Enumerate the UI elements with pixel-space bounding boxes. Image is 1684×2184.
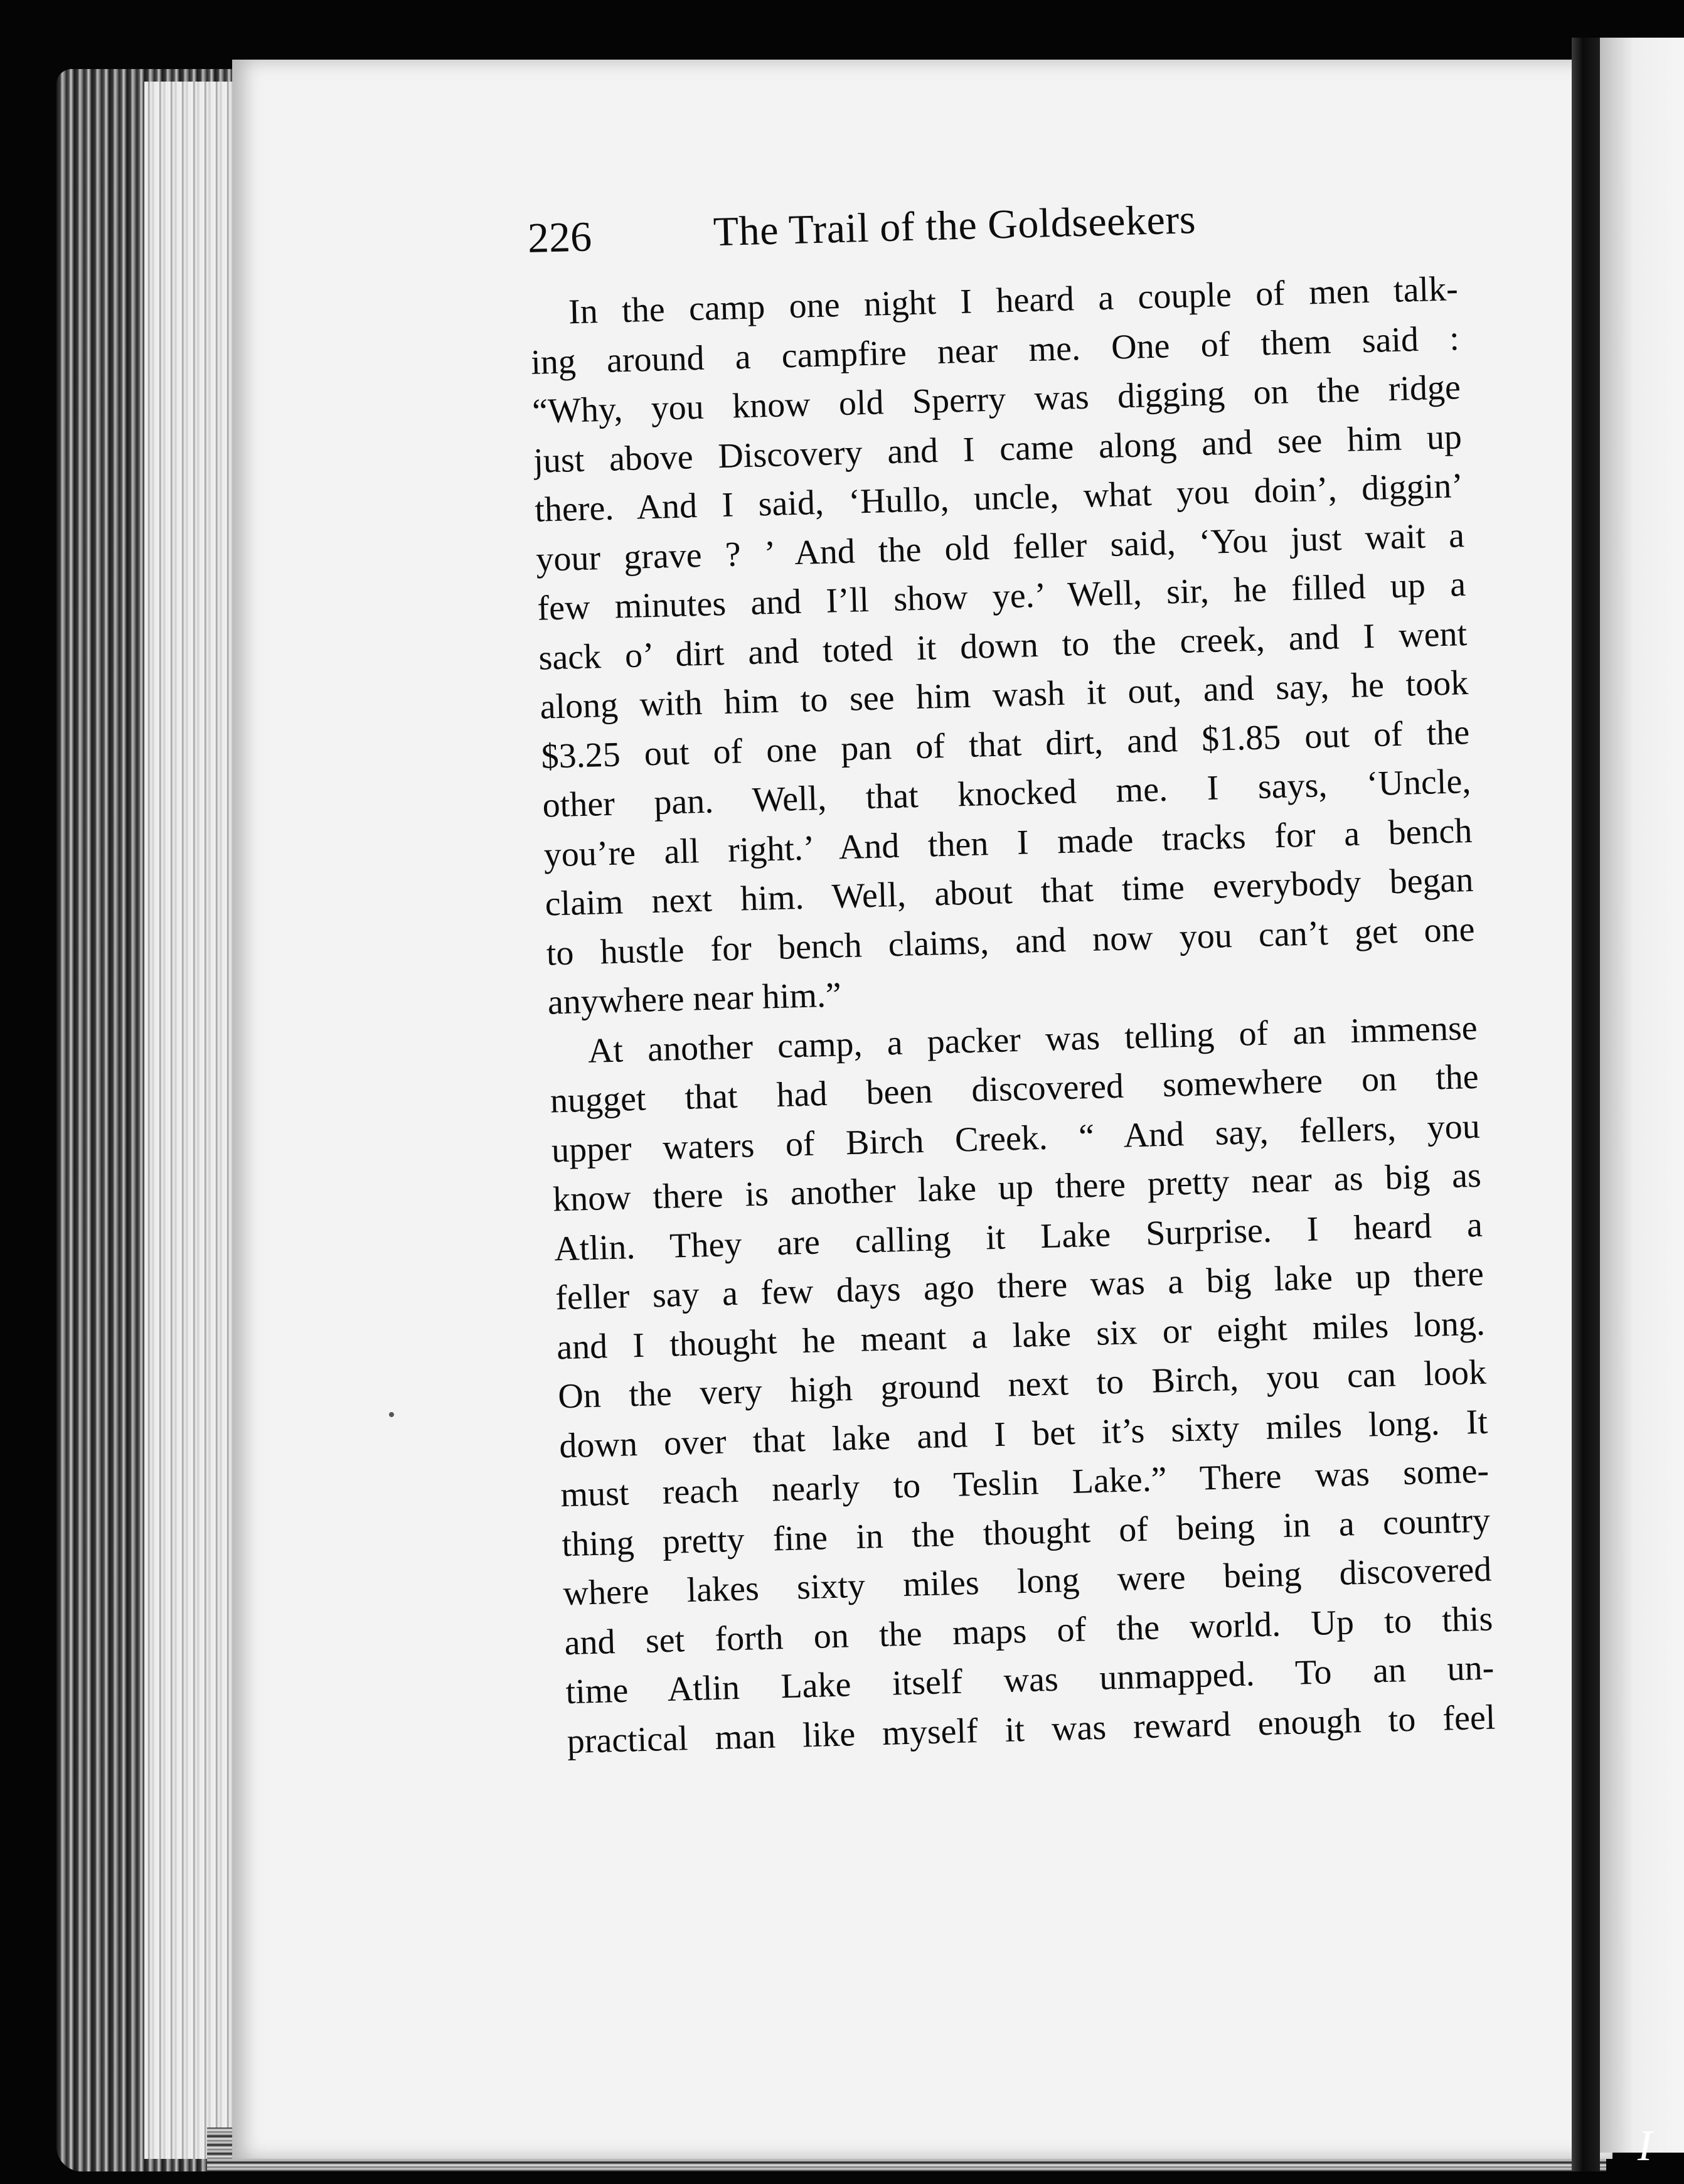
text-line: to hustle for bench claims, and now you can’t get one xyxy=(546,909,1476,973)
text-line: upper waters of Birch Creek. “ And say, fellers, you xyxy=(551,1106,1481,1170)
text-line: other pan. Well, that knocked me. I says, ‘Uncle, xyxy=(541,761,1472,825)
paragraph-1 xyxy=(529,264,1514,1027)
text-line: few minutes and I’ll show ye.’ Well, sir, he filled up a xyxy=(536,565,1466,628)
text-line: sack o’ dirt and toted it down to the creek, and I went xyxy=(538,614,1468,678)
text-line: where lakes sixty miles long were being discovered xyxy=(562,1550,1492,1614)
text-line: and I thought he meant a lake six or eight miles long. xyxy=(556,1303,1486,1367)
text-line: feller say a few days ago there was a big lake up there xyxy=(555,1254,1484,1318)
text-line: and set forth on the maps of the world. Up to this xyxy=(563,1598,1493,1662)
text-line: On the very high ground next to Birch, you can look xyxy=(557,1352,1487,1416)
text-line: “Why, you know old Sperry was digging on the ridge xyxy=(531,368,1461,431)
next-page-sliver xyxy=(1600,38,1684,2153)
text-line: claim next him. Well, about that time everybody began xyxy=(545,860,1474,924)
text-line: down over that lake and I bet it’s sixty miles long. It xyxy=(558,1402,1488,1465)
text-line: practical man like myself it was reward enough to feel xyxy=(566,1697,1496,1761)
text-line: must reach nearly to Teslin Lake.” There was some- xyxy=(560,1451,1489,1515)
text-line: $3.25 out of one pan of that dirt, and $1.85 out of the xyxy=(540,712,1470,776)
text-line: thing pretty fine in the thought of being in a country xyxy=(561,1501,1491,1564)
text-line: your grave ? ’ And the old feller said, ‘You just wait a xyxy=(535,515,1465,579)
book-gutter xyxy=(1572,38,1600,2171)
text-line: time Atlin Lake itself was unmapped. To an un- xyxy=(565,1648,1495,1712)
text-line: ing around a campfire near me. One of them said : xyxy=(530,318,1460,382)
text-line: just above Discovery and I came along and see him up xyxy=(533,417,1463,481)
paragraph-2 xyxy=(548,1002,1533,1766)
page-text-block xyxy=(527,188,1533,1766)
text-line: you’re all right.’ And then I made tracks for a bench xyxy=(543,811,1473,875)
text-line: there. And I said, ‘Hullo, uncle, what you doin’, diggin’ xyxy=(534,466,1464,530)
text-line: At another camp, a packer was telling of an immense xyxy=(587,1008,1478,1071)
next-page-mark: I xyxy=(1638,2122,1653,2170)
text-line: nugget that had been discovered somewhere on the xyxy=(550,1057,1479,1121)
text-line: Atlin. They are calling it Lake Surprise. I heard a xyxy=(553,1205,1483,1268)
book-page-edges-inner xyxy=(144,82,232,2159)
text-line: know there is another lake up there pretty near as big as xyxy=(552,1155,1482,1219)
dust-speck xyxy=(389,1412,394,1417)
text-line: along with him to see him wash it out, and say, he took xyxy=(539,663,1469,727)
book-title: The Trail of the Goldseekers xyxy=(712,196,1196,255)
page-number: 226 xyxy=(527,212,592,262)
text-line: In the camp one night I heard a couple of men talk- xyxy=(568,269,1459,332)
text-line: anywhere near him.” xyxy=(547,975,842,1022)
